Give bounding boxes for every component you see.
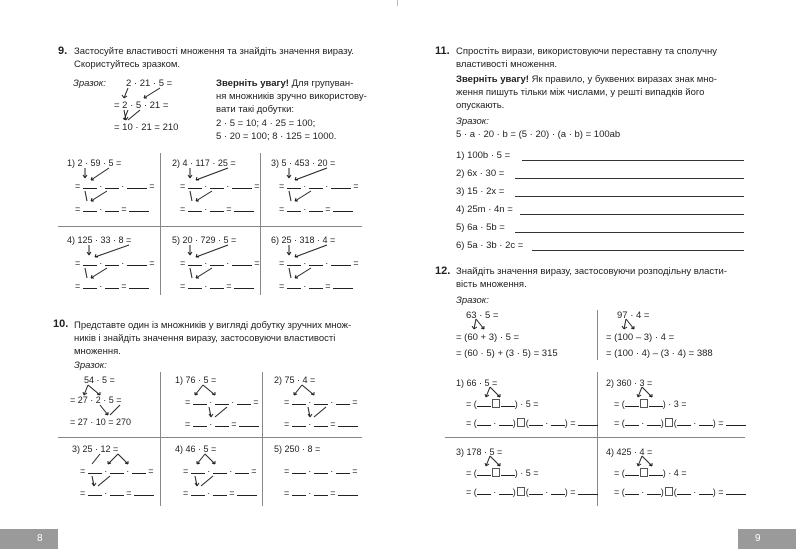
task10-item-1 <box>175 375 260 435</box>
task9-sample-label: Зразок: <box>73 78 106 89</box>
task10-item-label: 4) 46 · 5 = <box>175 444 217 454</box>
task10-instruction-1: Представте один із множників у вигляді добутку зручних множ- <box>74 320 352 331</box>
task10-instruction-2: ників і знайдіть значення виразу, застосовуючи властивості <box>74 333 336 344</box>
task12-sample-a-line-1: 63 · 5 = <box>466 310 499 321</box>
task9-note-bold: Зверніть увагу! <box>216 78 289 89</box>
task10-item-4 <box>175 444 260 504</box>
task10-item-answer-row[interactable]: = · · = <box>185 397 259 407</box>
task9-item-3 <box>271 158 361 218</box>
task11-note-line-3: опускають. <box>456 100 505 111</box>
task9-item-answer-row[interactable]: = · · = <box>75 258 155 268</box>
task12-sample-b-arrows <box>620 319 650 331</box>
task9-item-4 <box>67 235 157 295</box>
task12-sample-b-line-3: = (100 · 4) – (3 · 4) = 388 <box>606 348 713 359</box>
task9-item-answer-row[interactable]: = · · = <box>279 181 359 191</box>
task10-sample-label: Зразок: <box>74 360 107 371</box>
task11-instruction-1: Спростіть вирази, використовуючи переставну та сполучну <box>456 46 717 57</box>
task12-item-answer-row[interactable]: = ( ) · 5 = <box>466 468 539 478</box>
task10-item-result-row[interactable]: = · = <box>185 419 259 429</box>
task9-sample-line-1: 2 · 21 · 5 = <box>126 78 173 89</box>
task10-item-answer-row[interactable]: = · · = <box>80 466 154 476</box>
page-number: 8 <box>37 533 43 544</box>
task12-item-label: 3) 178 · 5 = <box>456 447 503 457</box>
task12-item-label: 4) 425 · 4 = <box>606 447 653 457</box>
task11-number: 11. <box>435 45 450 57</box>
task11-instruction-2: властивості множення. <box>456 59 558 70</box>
task12-sample-a-line-2: = (60 + 3) · 5 = <box>456 332 520 343</box>
task9-item-answer-row[interactable]: = · · = <box>180 181 260 191</box>
task10-sample-line-3: = 27 · 10 = 270 <box>70 417 132 427</box>
task10-item-label: 2) 75 · 4 = <box>274 375 316 385</box>
task10-item-2 <box>274 375 359 435</box>
task10-sample-line-1: 54 · 5 = <box>84 375 115 385</box>
task9-item-result-row[interactable]: = · = <box>180 204 254 214</box>
task9-item-answer-row[interactable]: = · · = <box>180 258 260 268</box>
task10-item-result-row[interactable]: = · = <box>284 419 358 429</box>
task11-answer-line[interactable] <box>515 232 744 233</box>
task9-note-line-1 <box>216 78 353 89</box>
page-number-bar <box>738 529 796 549</box>
task11-sample-expr: 5 · a · 20 · b = (5 · 20) · (a · b) = 100ab <box>456 129 621 140</box>
task9-sample-arrows <box>118 88 178 100</box>
task11-answer-line[interactable] <box>532 250 744 251</box>
task12-instruction-1: Знайдіть значення виразу, застосовуючи розподільну власти- <box>456 266 727 277</box>
task9-number: 9. <box>58 45 68 57</box>
grid-divider <box>445 437 745 438</box>
task12-item-4 <box>606 447 746 505</box>
task10-item-label: 1) 76 · 5 = <box>175 375 217 385</box>
task9-note-line-2: ня множників зручно використову- <box>216 91 367 102</box>
task10-item-result-row[interactable]: = · = <box>80 488 154 498</box>
task12-item-result-row[interactable]: = ( · ) ( · ) = <box>614 487 746 497</box>
task12-number: 12. <box>435 265 451 277</box>
grid-divider <box>262 372 263 506</box>
task11-item-3: 3) 15 · 2x = <box>456 186 505 197</box>
page-fold-mark <box>397 0 398 6</box>
grid-divider <box>58 437 362 438</box>
task11-item-5: 5) 6a · 5b = <box>456 222 505 233</box>
task12-item-answer-row[interactable]: = ( ) · 3 = <box>614 399 687 409</box>
task9-item-answer-row[interactable]: = · · = <box>75 181 155 191</box>
task9-item-result-row[interactable]: = · = <box>180 281 254 291</box>
task11-answer-line[interactable] <box>515 196 744 197</box>
task9-note-product-1: 2 · 5 = 10; 4 · 25 = 100; <box>216 118 316 129</box>
task9-instruction-2: Скористуйтесь зразком. <box>74 59 181 70</box>
task9-sample-arrows-2 <box>118 110 158 122</box>
grid-divider <box>160 372 161 506</box>
task12-instruction-2: вість множення. <box>456 279 527 290</box>
task10-instruction-3: множення. <box>74 346 121 357</box>
task12-item-3 <box>456 447 596 505</box>
task12-item-answer-row[interactable]: = ( ) · 4 = <box>614 468 687 478</box>
task11-note-line-1 <box>456 74 717 85</box>
task12-item-label: 1) 66 · 5 = <box>456 378 498 388</box>
task10-item-label: 3) 25 · 12 = <box>72 444 119 454</box>
grid-divider <box>160 153 161 295</box>
task9-item-label: 5) 20 · 729 · 5 = <box>172 235 237 245</box>
task9-note-line-3: вати такі добутки: <box>216 104 295 115</box>
grid-divider <box>597 372 598 506</box>
page-number-bar <box>0 529 58 549</box>
task9-item-5 <box>172 235 262 295</box>
task11-sample-label: Зразок: <box>456 116 489 127</box>
task10-number: 10. <box>53 318 69 330</box>
task9-note-text-1: Для групуван- <box>288 78 354 89</box>
task9-sample-line-3: = 10 · 21 = 210 <box>114 122 179 133</box>
task12-item-2 <box>606 378 746 436</box>
task11-answer-line[interactable] <box>515 178 744 179</box>
task9-item-answer-row[interactable]: = · · = <box>279 258 359 268</box>
task9-item-label: 2) 4 · 117 · 25 = <box>172 158 236 168</box>
task9-item-2 <box>172 158 262 218</box>
task11-note-text-1: Як правило, у буквених виразах знак мно- <box>528 74 717 85</box>
task11-item-4: 4) 25m · 4n = <box>456 204 513 215</box>
task10-item-result-row[interactable]: = · = <box>284 488 358 498</box>
task12-sample-a-arrows <box>470 319 500 331</box>
task10-item-result-row[interactable]: = · = <box>183 488 257 498</box>
task9-item-label: 4) 125 · 33 · 8 = <box>67 235 132 245</box>
task10-item-answer-row[interactable]: = · · = <box>183 466 257 476</box>
task12-sample-b-line-1: 97 · 4 = <box>617 310 650 321</box>
task9-item-result-row[interactable]: = · = <box>279 281 353 291</box>
task9-item-6 <box>271 235 361 295</box>
task11-item-2: 2) 6x · 30 = <box>456 168 505 179</box>
task9-item-label: 1) 2 · 59 · 5 = <box>67 158 122 168</box>
task10-sample-line-2: = 27 · 2 · 5 = <box>70 395 122 405</box>
task12-item-1 <box>456 378 596 436</box>
task9-instruction-1: Застосуйте властивості множення та знайдіть значення виразу. <box>74 46 354 57</box>
task10-sample <box>70 375 160 435</box>
task10-item-label: 5) 250 · 8 = <box>274 444 321 454</box>
task12-sample-label: Зразок: <box>456 295 489 306</box>
task10-item-answer-row[interactable]: = · · = <box>284 397 358 407</box>
task12-sample-a-line-3: = (60 · 5) + (3 · 5) = 315 <box>456 348 558 359</box>
task9-item-result-row[interactable]: = · = <box>279 204 353 214</box>
task11-item-6: 6) 5a · 3b · 2c = <box>456 240 524 251</box>
task12-sample-b-line-2: = (100 – 3) · 4 = <box>606 332 675 343</box>
task11-answer-line[interactable] <box>522 160 744 161</box>
task12-item-label: 2) 360 · 3 = <box>606 378 653 388</box>
task12-item-result-row[interactable]: = ( · ) ( · ) = <box>466 418 598 428</box>
task12-item-result-row[interactable]: = ( · ) ( · ) = <box>614 418 746 428</box>
task10-item-answer-row[interactable]: = · · = <box>284 466 358 476</box>
task9-item-1 <box>67 158 157 218</box>
task10-item-3 <box>72 444 157 504</box>
task11-note-bold: Зверніть увагу! <box>456 74 529 85</box>
task12-item-result-row[interactable]: = ( · ) ( · ) = <box>466 487 598 497</box>
task10-item-5 <box>274 444 359 504</box>
task9-sample-line-2: = 2 · 5 · 21 = <box>114 100 169 111</box>
task9-item-result-row[interactable]: = · = <box>75 204 149 214</box>
task11-note-line-2: ження пишуть тільки між числами, у решті випадків його <box>456 87 705 98</box>
page-number: 9 <box>755 533 761 544</box>
task11-item-1: 1) 100b · 5 = <box>456 150 511 161</box>
grid-divider <box>597 310 598 360</box>
grid-divider <box>58 226 362 227</box>
task9-item-label: 6) 25 · 318 · 4 = <box>271 235 336 245</box>
task9-item-label: 3) 5 · 453 · 20 = <box>271 158 336 168</box>
task9-item-result-row[interactable]: = · = <box>75 281 149 291</box>
task12-item-answer-row[interactable]: = ( ) · 5 = <box>466 399 539 409</box>
task11-answer-line[interactable] <box>520 214 744 215</box>
task9-note-product-2: 5 · 20 = 100; 8 · 125 = 1000. <box>216 131 337 142</box>
